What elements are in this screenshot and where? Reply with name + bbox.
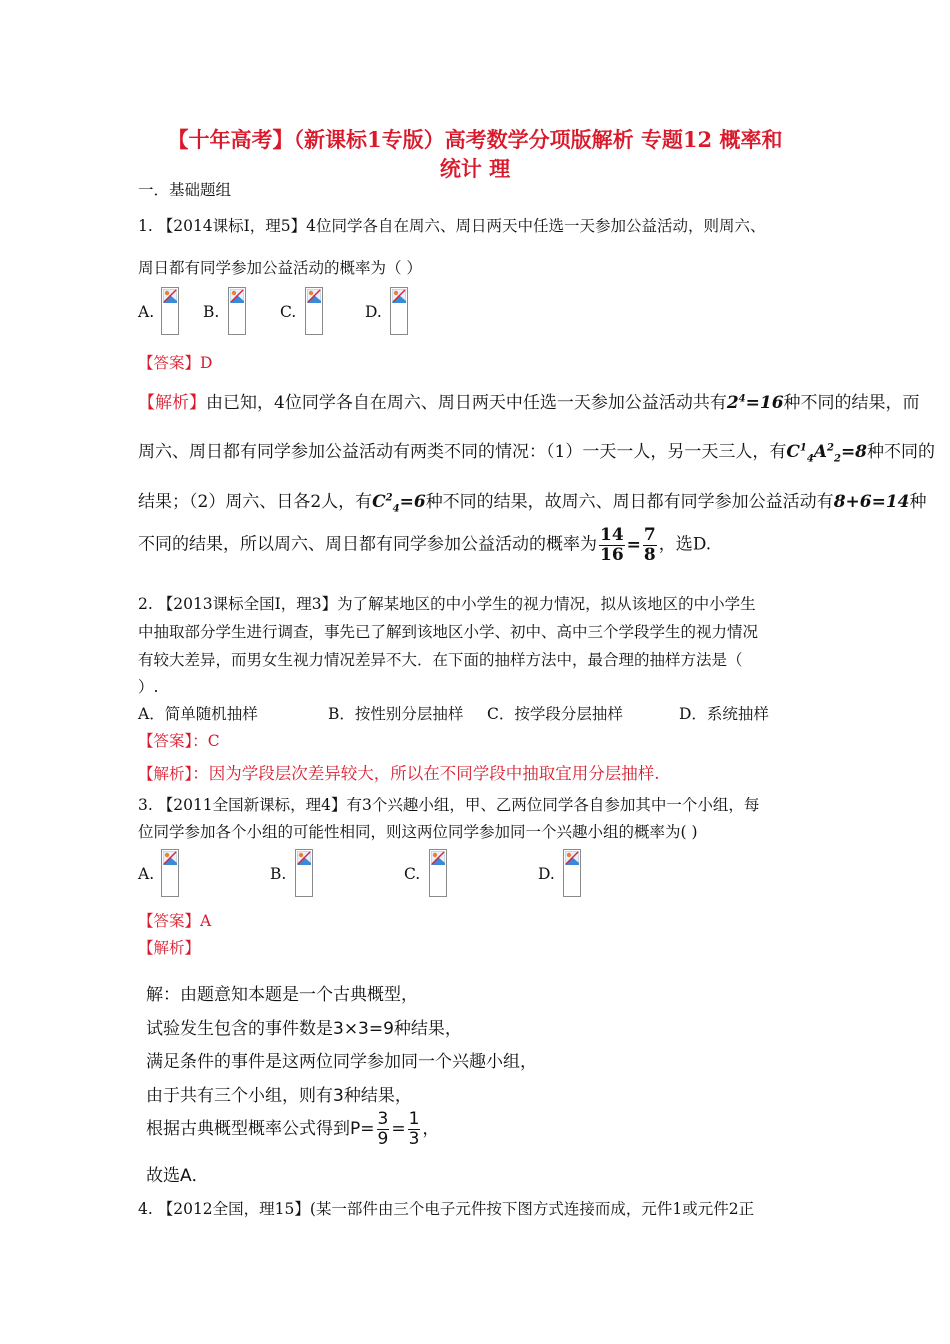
broken-image-icon (230, 289, 244, 303)
q2-line1: 2. 【2013课标全国Ⅰ，理3】为了解某地区的中小学生的视力情况，拟从该地区的中小学生 (138, 595, 756, 613)
q2-option-b: B．按性别分层抽样 (328, 705, 464, 723)
q2-explanation: 【解析】：因为学段层次差异较大，所以在不同学段中抽取宜用分层抽样. (138, 764, 660, 783)
q3-line2: 位同学参加各个小组的可能性相同，则这两位同学参加同一个兴趣小组的概率为( ) (138, 823, 698, 841)
q3-option-a: A. (138, 865, 155, 883)
q2-option-a: A．简单随机抽样 (138, 705, 258, 723)
q1-answer: 【答案】D (138, 354, 213, 372)
q1-option-d-image (390, 287, 408, 335)
q3-solution-line6: 故选A． (146, 1166, 209, 1186)
q3-solution-line2: 试验发生包含的事件数是3×3=9种结果， (146, 1019, 462, 1039)
q1-option-d: D. (365, 303, 382, 321)
q1-line2: 周日都有同学参加公益活动的概率为（ ） (138, 259, 422, 277)
q2-line4: ）. (138, 678, 159, 696)
broken-image-icon (307, 289, 321, 303)
q3-option-b-image (295, 849, 313, 897)
q3-option-d-image (563, 849, 581, 897)
broken-image-icon (297, 851, 311, 865)
q3-option-d: D. (538, 865, 555, 883)
page-title-line2: 统计 理 (439, 156, 511, 181)
q2-option-d: D．系统抽样 (679, 705, 769, 723)
q1-explanation-line2: 周六、周日都有同学参加公益活动有两类不同的情况：（1）一天一人，另一天三人，有$C^1_4A^2_2=8$种不同的 (138, 442, 936, 465)
section-heading: 一．基础题组 (138, 181, 232, 199)
fraction-7-8: $\frac{7}{8}$ (643, 525, 656, 565)
q3-option-b: B. (270, 865, 287, 883)
q1-option-c-image (305, 287, 323, 335)
fraction-14-16: $\frac{14}{16}$ (600, 525, 624, 565)
q3-solution-line4: 由于共有三个小组，则有3种结果， (146, 1086, 412, 1106)
q3-option-c: C. (404, 865, 421, 883)
q3-solution-line3: 满足条件的事件是这两位同学参加同一个兴趣小组， (146, 1052, 537, 1072)
q2-line2: 中抽取部分学生进行调查，事先已了解到该地区小学、初中、高中三个学段学生的视力情况 (138, 623, 759, 641)
q3-option-c-image (429, 849, 447, 897)
broken-image-icon (163, 289, 177, 303)
fraction-1-3: $\frac{1}{3}$ (408, 1109, 420, 1149)
q3-explanation-label: 【解析】 (138, 939, 201, 957)
q1-explanation-line1: 【解析】由已知，4位同学各自在周六、周日两天中任选一天参加公益活动共有$2^4=16$种不同的结果，而 (138, 393, 920, 413)
page-title: 【十年高考】（新课标1专版）高考数学分项版解析 专题12 概率和 (167, 127, 783, 152)
q2-option-c: C．按学段分层抽样 (487, 705, 623, 723)
q1-option-a: A. (138, 303, 155, 321)
q3-option-a-image (161, 849, 179, 897)
q1-explanation-line3: 结果；（2）周六、日各2人，有$C^2_4=6$种不同的结果，故周六、周日都有同学参加公益活动有8+6=14种 (138, 492, 927, 515)
q1-explanation-line4: 不同的结果，所以周六、周日都有同学参加公益活动的概率为 $\frac{14}{16}$ = $\frac{7}{8}$ ，选D. (138, 525, 712, 565)
q3-solution-line5: 根据古典概型概率公式得到P= $\frac{3}{9}$ = $\frac{1}{3}$ ， (146, 1109, 440, 1149)
q2-line3: 有较大差异，而男女生视力情况差异不大．在下面的抽样方法中，最合理的抽样方法是（ (138, 651, 743, 669)
q1-option-a-image (161, 287, 179, 335)
fraction-3-9: $\frac{3}{9}$ (377, 1109, 389, 1149)
broken-image-icon (392, 289, 406, 303)
q4-line1: 4. 【2012全国，理15】(某一部件由三个电子元件按下图方式连接而成，元件1或元件2正 (138, 1200, 755, 1218)
q3-answer: 【答案】A (138, 912, 212, 930)
broken-image-icon (431, 851, 445, 865)
q2-answer: 【答案】：C (138, 732, 220, 750)
broken-image-icon (565, 851, 579, 865)
q1-line1: 1. 【2014课标Ⅰ，理5】4位同学各自在周六、周日两天中任选一天参加公益活动，则周六、 (138, 217, 766, 235)
q3-line1: 3. 【2011全国新课标，理4】有3个兴趣小组，甲、乙两位同学各自参加其中一个小组，每 (138, 796, 760, 814)
q3-solution-line1: 解：由题意知本题是一个古典概型， (146, 985, 418, 1005)
q1-option-b: B. (203, 303, 220, 321)
q1-option-b-image (228, 287, 246, 335)
q1-option-c: C. (280, 303, 297, 321)
broken-image-icon (163, 851, 177, 865)
